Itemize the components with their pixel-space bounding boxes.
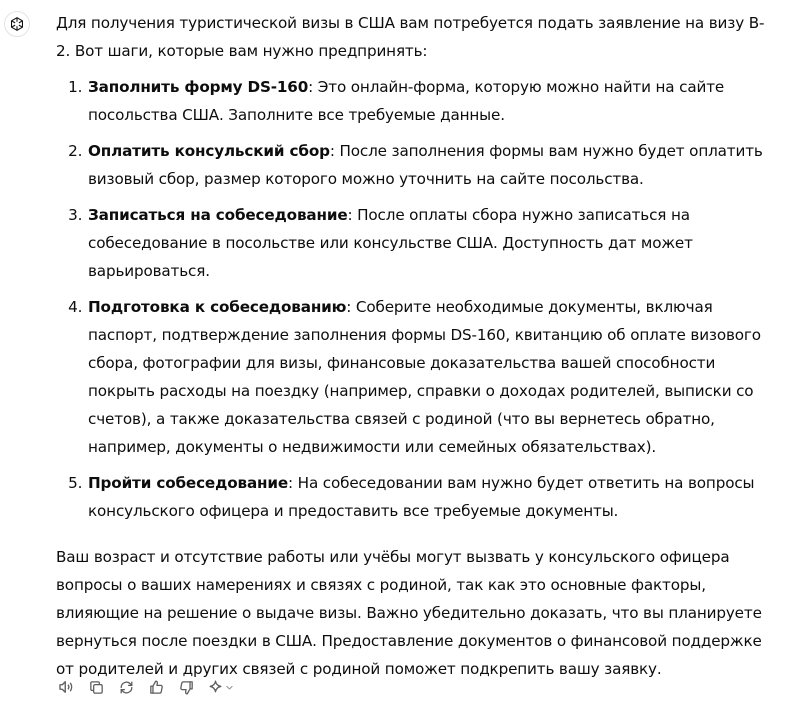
step-text: : После оплаты сбора нужно записаться на собеседование в посольстве или консульстве США. Доступность дат может варьироваться.: [88, 206, 693, 280]
copy-icon: [88, 679, 105, 696]
step-title: Заполнить форму DS-160: [88, 78, 309, 96]
regenerate-button[interactable]: [116, 676, 136, 698]
thumbs-up-button[interactable]: [146, 676, 166, 698]
list-item: [87, 137, 778, 193]
copy-button[interactable]: [86, 676, 106, 698]
message-intro: Для получения туристической визы в США вам потребуется подать заявление на визу B-2. Вот шаги, которые вам нужно предпринять:: [56, 14, 765, 60]
step-text: : После заполнения формы вам нужно будет оплатить визовый сбор, размер которого можно уточнить на сайте посольства.: [88, 142, 763, 188]
step-title: Подготовка к собеседованию: [88, 298, 347, 316]
step-text: : Это онлайн-форма, которую можно найти на сайте посольства США. Заполните все требуемые данные.: [88, 78, 725, 124]
thumbs-up-icon: [148, 679, 165, 696]
chevron-down-icon: [225, 683, 234, 692]
message-closing: Ваш возраст и отсутствие работы или учёбы могут вызвать у консульского офицера вопросы о ваших намерениях и связях с родиной, так как это основные факторы, влияющие на решение о выдаче визы. Важно убедительно доказать, что вы планируете вернуться после поездки в США. Предоставление документов о финансовой поддержке от родителей и других связей с родиной поможет подкрепить вашу заявку.: [56, 548, 762, 678]
steps-list: [56, 73, 778, 525]
step-text: : Соберите необходимые документы, включая паспорт, подтверждение заполнения формы DS-160, квитанцию об оплате визового сбора, фотографии для визы, финансовые доказательства вашей способности покрыть расходы на поездку (например, справки о доходах родителей, выписки со счетов), а также доказательства связей с родиной (что вы вернетесь обратно, например, документы о недвижимости или семейных обязательствах).: [88, 298, 761, 456]
list-item: [87, 293, 778, 461]
assistant-message: [56, 9, 778, 683]
sparkle-icon: [207, 679, 224, 696]
step-title: Оплатить консульский сбор: [88, 142, 330, 160]
read-aloud-button[interactable]: [56, 676, 76, 698]
thumbs-down-button[interactable]: [176, 676, 196, 698]
step-title: Записаться на собеседование: [88, 206, 348, 224]
message-actions: [56, 676, 234, 698]
list-item: [87, 201, 778, 285]
step-title: Пройти собеседование: [88, 474, 289, 492]
switch-model-button[interactable]: [206, 676, 234, 698]
read-aloud-icon: [57, 678, 75, 696]
list-item: [87, 469, 778, 525]
regenerate-icon: [118, 679, 135, 696]
thumbs-down-icon: [178, 679, 195, 696]
list-item: [87, 73, 778, 129]
step-text: : На собеседовании вам нужно будет ответить на вопросы консульского офицера и предоставить все требуемые документы.: [88, 474, 755, 520]
chatgpt-logo-icon: [9, 16, 25, 32]
assistant-avatar: [4, 11, 30, 37]
